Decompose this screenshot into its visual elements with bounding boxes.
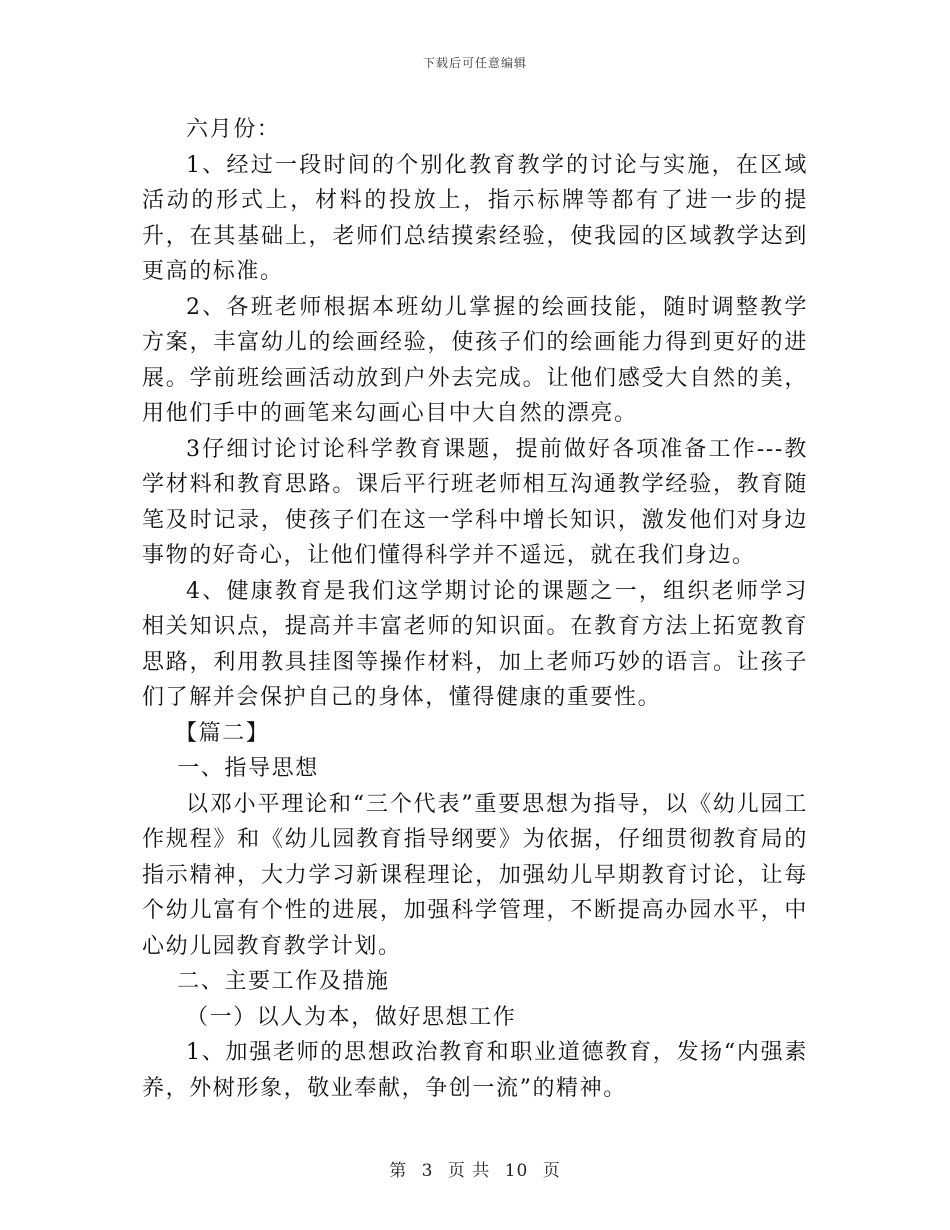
paragraph-teacher-education: 1、加强老师的思想政治教育和职业道德教育，发扬“内强素养，外树形象，敬业奉献，争创一流”的精神。 xyxy=(142,1040,808,1101)
header-note: 下载后可任意编辑 xyxy=(422,56,527,70)
document-body xyxy=(142,112,808,1106)
total-page-count: 10 xyxy=(504,1161,529,1181)
page-footer xyxy=(0,1156,950,1181)
paragraph-item-3: 3仔细讨论讨论科学教育课题，提前做好各项准备工作---教学材料和教育思路。课后平行班老师相互沟通教学经验，教育随笔及时记录，使孩子们在这一学科中增长知识，激发他们对身边事物的好奇心，让他们懂得科学并不遥远，就在我们身边。 xyxy=(142,436,808,568)
footer-middle: 页 共 xyxy=(447,1161,491,1181)
paragraph-guiding-ideology: 以邓小平理论和“三个代表”重要思想为指导，以《幼儿园工作规程》和《幼儿园教育指导纲要》为依据，仔细贯彻教育局的指示精神，大力学习新课程理论，加强幼儿早期教育讨论，让每个幼儿富有个性的进展，加强科学管理，不断提高办园水平，中心幼儿园教育教学计划。 xyxy=(142,791,808,959)
section-heading-part-two: 【篇二】 xyxy=(175,720,270,746)
paragraph-item-1: 1、经过一段时间的个别化教育教学的讨论与实施，在区域活动的形式上，材料的投放上，指示标牌等都有了进一步的提升，在其基础上，老师们总结摸索经验，使我园的区域教学达到更高的标准。 xyxy=(142,152,808,284)
footer-suffix: 页 xyxy=(542,1161,561,1181)
heading-people-oriented: （一）以人为本，做好思想工作 xyxy=(186,1004,517,1030)
paragraph-item-2: 2、各班老师根据本班幼儿掌握的绘画技能，随时调整教学方案，丰富幼儿的绘画经验，使孩子们的绘画能力得到更好的进展。学前班绘画活动放到户外去完成。让他们感受大自然的美，用他们手中的画笔来勾画心目中大自然的漂亮。 xyxy=(142,294,808,426)
current-page-number: 3 xyxy=(421,1161,434,1181)
heading-guiding-ideology: 一、指导思想 xyxy=(177,756,319,781)
heading-main-work: 二、主要工作及措施 xyxy=(177,969,390,994)
paragraph-june: 六月份： xyxy=(186,117,281,142)
paragraph-item-4: 4、健康教育是我们这学期讨论的课题之一，组织老师学习相关知识点，提高并丰富老师的知识面。在教育方法上拓宽教育思路，利用教具挂图等操作材料，加上老师巧妙的语言。让孩子们了解并会保护自己的身体，懂得健康的重要性。 xyxy=(142,578,808,710)
footer-prefix: 第 xyxy=(389,1161,408,1181)
